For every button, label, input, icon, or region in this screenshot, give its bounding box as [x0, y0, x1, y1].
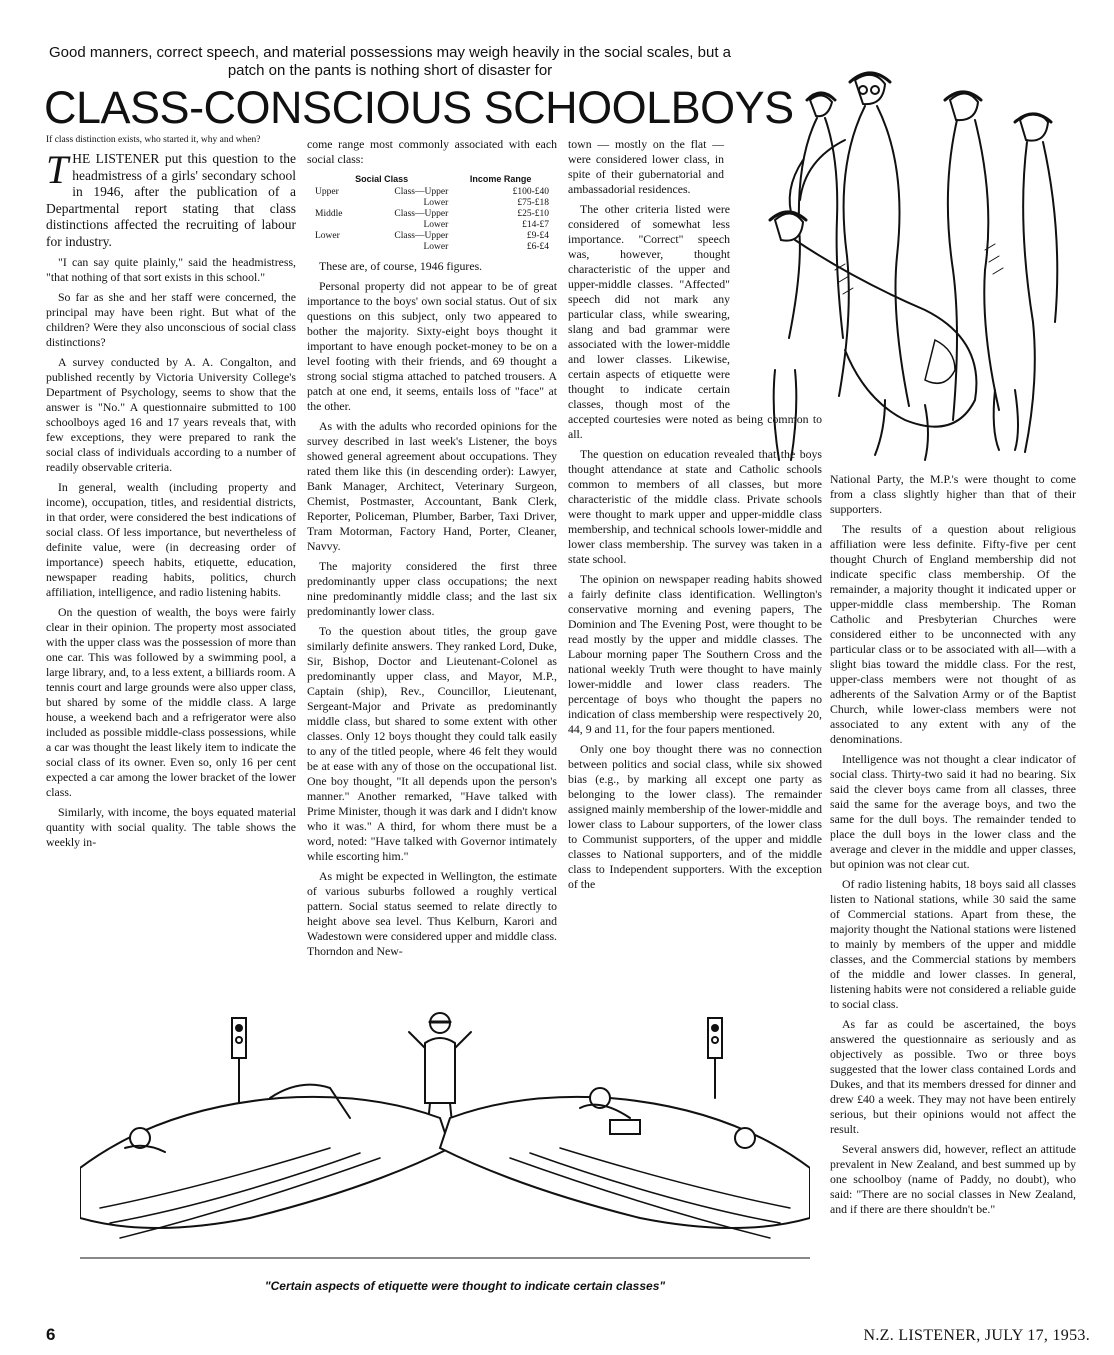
paragraph: On the question of wealth, the boys were fairly clear in their opinion. The property most associated with the upper class was the possession of more than one car. This was followed by a swimming pool, a large library, and, to a less extent, a billiards room. A tennis court and large grounds were also upper class, but shared by some of the middle class. A large house, a weekend bach and a refrigerator were also included as possible middle-class possessions, while a car was thought the least likely item to indicate the social class of its owner. Even so, only 16 per cent expected a car among the lower bracket of the lower class. — [46, 605, 296, 799]
table-row: Lower £6-£4 — [423, 242, 549, 252]
paragraph: Similarly, with income, the boys equated material quantity with social quality. The table shows the weekly in- — [46, 805, 296, 849]
paragraph: The question on education revealed that the boys thought attendance at state and Catholic schools common to members of all classes, but more characteristic of the middle class. Private schools were thought to mark upper and upper-middle class membership, and technical schools lower-middle and lower class membership. The survey was taken in a state school. — [568, 447, 822, 566]
drop-cap: T — [46, 147, 69, 192]
paragraph: Personal property did not appear to be of great importance to the boys' own social status. Out of six questions on this subject, only two appeared to bother the majority. Sixty-eight boys thought it important to have enough pocket-money to be on a level footing with their friends, and 69 thought a strong social stigma attached to patched trousers. A patch at one end, it seems, entails loss of "face" at the other. — [307, 279, 557, 413]
table-row: Lower £14-£7 — [423, 220, 549, 230]
paragraph: These are, of course, 1946 figures. — [319, 259, 483, 273]
table-header-class: Social Class — [355, 174, 409, 184]
paragraph: National Party, the M.P.'s were thought to come from a class slightly higher than that of their supporters. — [830, 472, 1076, 516]
table-row: Middle Class—Upper £25-£10 — [315, 209, 549, 219]
table-row: Lower Class—Upper £9-£4 — [315, 231, 549, 241]
paragraph: come range most commonly associated with each social class: — [307, 137, 557, 166]
schoolboys-illustration — [735, 70, 1080, 465]
headline: CLASS-CONSCIOUS SCHOOLBOYS — [44, 82, 794, 133]
income-table — [313, 172, 551, 253]
table-row: Upper Class—Upper £100-£40 — [315, 187, 549, 197]
page-number: 6 — [46, 1325, 56, 1344]
footer-publication: N.Z. LISTENER, JULY 17, 1953. — [863, 1327, 1090, 1344]
article-column-2 — [307, 137, 557, 964]
subheading: If class distinction exists, who started it, why and when? — [46, 135, 261, 145]
article-column-1 — [46, 134, 296, 855]
paragraph: So far as she and her staff were concerned, the principal may have been right. But what of the children? Were they also unconscious of social class distinctions? — [46, 290, 296, 349]
paragraph: The opinion on newspaper reading habits showed a fairly definite class identification. Wellington's conservative morning and evening papers, The Dominion and The Evening Post, were thought to be read mostly by the upper and middle classes. The Labour morning paper The Southern Cross and the national weekly Truth were thought to have mainly lower-middle and lower class readers. The percentage of boys who thought the papers no indication of class membership were respectively 20, 44, 9 and 11, for the four papers mentioned. — [568, 572, 822, 736]
paragraph: To the question about titles, the group gave similarly definite answers. They ranked Lord, Duke, Sir, Bishop, Doctor and Lieutenant-Colonel as predominantly upper class, and Mayor, M.P., Captain (ship), Rev., Councillor, Lieutenant, Sergeant-Major and Private as predominantly middle class, but shared to some extent with other classes. Only 12 boys thought they could talk easily to any of the titled people, where 46 felt they would be at ease with any of those on the occupational list. One boy thought, "It all depends upon the person's manner." Another remarked, "Have talked with Prime Minister, though it was dark and I didn't know who it was." A third, for whom there must be a word, noted: "Have talked with Governor intimately while escorting him." — [307, 624, 557, 863]
paragraph: A survey conducted by A. A. Congalton, and published recently by Victoria University College's Department of Psychology, seems to show that the answer is "No." A questionnaire submitted to 100 schoolboys aged 16 and 17 years reveals that, with few exceptions, they were prepared to rank the social class of individuals according to a number of readily observable criteria. — [46, 355, 296, 474]
paragraph: town — mostly on the flat — were considered lower class, in spite of their gubernatorial and ambassadorial residences. — [568, 137, 724, 196]
article-column-4 — [830, 472, 1076, 1222]
paragraph: The results of a question about religious affiliation were less definite. Fifty-five per cent thought Church of England membership did not indicate specific class membership. Of the remainder, a majority thought it indicated upper or upper-middle class membership. The Roman Catholic and Presbyterian Churches were considered either to be unconnected with any particular class or to be associated with all—with a slight bias toward the middle class. For the rest, upper-class members were not thought of as adherents of the Salvation Army or of the Baptist Church, while lower-class members were not associated to any extent with any of the denominations. — [830, 522, 1076, 746]
cars-illustration — [80, 1008, 810, 1278]
paragraph: Several answers did, however, reflect an attitude prevalent in New Zealand, and best summed up by one schoolboy (name of Paddy, no doubt), who said: "There are no social classes in New Zealand, and if there are there shouldn't be." — [830, 1142, 1076, 1216]
paragraph: Only one boy thought there was no connection between politics and social class, while six showed bias (e.g., by marking all except one party as belonging to the lower class). The remainder assigned mainly membership of the lower-middle and lower class to Labour supporters, of the lower class to Communist supporters, of the upper and middle classes to National supporters, and of the middle class to Independent supporters. With the exception of the — [568, 742, 822, 891]
table-row: Lower £75-£18 — [423, 198, 549, 208]
table-header-income: Income Range — [469, 174, 532, 184]
paragraph: In general, wealth (including property and income), occupation, titles, and residential districts, in that order, were considered the best indications of social class. Of less importance, but nevertheless of definite value, were (in decreasing order of importance) speech habits, etiquette, education, newspaper reading habits, politics, church affiliation, intelligence, and radio listening habits. — [46, 480, 296, 599]
intro-deck: Good manners, correct speech, and material possessions may weigh heavily in the social scales, but a patch on the pants is nothing short of disaster for — [48, 44, 731, 79]
paragraph: Intelligence was not thought a clear indicator of social class. Thirty-two said it had no bearing. Six said the clever boys came from all classes, three said the same for the average boys, and two the same for the dull boys. The remainder tended to place the dull boys in the lower class and the average and clever in the middle and upper classes, but opinion was not clear cut. — [830, 752, 1076, 871]
paragraph: As far as could be ascertained, the boys answered the questionnaire as seriously and as objectively as possible. Two or three boys suggested that the lower class contained Lords and Dukes, and that its members dressed for dinner and drew £40 a week. They may not have been entirely serious, but their opinions would not affect the result. — [830, 1017, 1076, 1136]
paragraph: As with the adults who recorded opinions for the survey described in last week's Listener, the boys showed general agreement about occupations. They rated them like this (in descending order): Lawyer, Bank Manager, Architect, Veterinary Surgeon, Chemist, Postmaster, Accountant, Bank Clerk, Reporter, Policeman, Plumber, Barber, Taxi Driver, Tram Motorman, Factory Hand, Porter, Cleaner, Navvy. — [307, 419, 557, 553]
illustration-caption: "Certain aspects of etiquette were thought to indicate certain classes" — [264, 1279, 666, 1293]
paragraph: "I can say quite plainly," said the headmistress, "that nothing of that sort exists in this school." — [46, 255, 296, 284]
lead-paragraph: THE LISTENER put this question to the headmistress of a girls' secondary school in 1946, after the publication of a Departmental report stating that class distinctions affected the recruiting of labour for industry. — [46, 147, 296, 249]
paragraph: The other criteria listed were considered of somewhat less importance. "Correct" speech was, however, thought characteristic of the upper and upper-middle classes. "Affected" speech did not mark any particular class, while swearing, slang and bad grammar were associated with the lower-middle and lower classes. Likewise, certain aspects of etiquette were thought to indicate certain classes, though most of the accepted courtesies were noted as being common to all. — [568, 202, 822, 441]
paragraph: The majority considered the first three predominantly upper class occupations; the next nine predominantly middle class; and the last six predominantly lower class. — [307, 559, 557, 618]
paragraph: Of radio listening habits, 18 boys said all classes listen to National stations, while 30 said the same of Commercial stations. Apart from these, the majority thought the National stations were listened to mainly by members of the upper and middle classes, and the Commercial stations by members of the middle and lower classes. In general, listening habits were not considered a reliable guide to social class. — [830, 877, 1076, 1011]
paragraph: As might be expected in Wellington, the estimate of various suburbs followed a roughly vertical pattern. Social status seemed to relate directly to height above sea level. Thus Kelburn, Karori and Wadestown were considered upper and middle class. Thorndon and New- — [307, 869, 557, 958]
